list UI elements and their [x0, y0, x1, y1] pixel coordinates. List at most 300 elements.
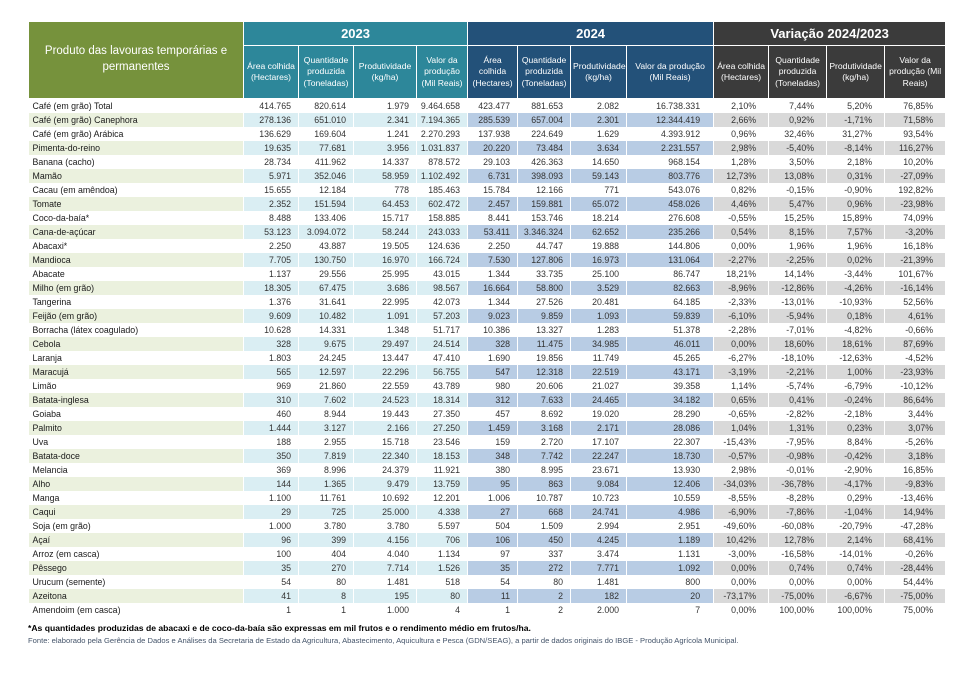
cell-2023-area: 144: [244, 477, 299, 491]
cell-2024-quantidade: 20.606: [518, 379, 571, 393]
cell-2024-produtividade: 19.888: [571, 239, 627, 253]
cell-2024-valor: 64.185: [627, 295, 714, 309]
cell-2023-area: 35: [244, 561, 299, 575]
cell-2023-produtividade: 24.523: [354, 393, 417, 407]
cell-2024-area: 1: [468, 603, 518, 617]
cell-2023-quantidade: 8: [299, 589, 354, 603]
cell-2023-valor: 27.250: [417, 421, 468, 435]
cell-var-quantidade: -2,21%: [769, 365, 827, 379]
cell-2023-valor: 1.102.492: [417, 169, 468, 183]
cell-2024-quantidade: 3.346.324: [518, 225, 571, 239]
cell-var-area: 4,46%: [714, 197, 769, 211]
cell-2023-area: 188: [244, 435, 299, 449]
cell-2024-valor: 800: [627, 575, 714, 589]
cell-var-produtividade: 15,89%: [827, 211, 885, 225]
cell-2024-produtividade: 22.247: [571, 449, 627, 463]
cell-2024-area: 106: [468, 533, 518, 547]
cell-2023-valor: 27.350: [417, 407, 468, 421]
cell-2024-quantidade: 127.806: [518, 253, 571, 267]
cell-2024-quantidade: 450: [518, 533, 571, 547]
cell-2023-produtividade: 3.686: [354, 281, 417, 295]
cell-2024-produtividade: 9.084: [571, 477, 627, 491]
cell-var-produtividade: 8,84%: [827, 435, 885, 449]
cell-2024-produtividade: 1.283: [571, 323, 627, 337]
cell-2024-area: 53.411: [468, 225, 518, 239]
cell-2024-area: 9.023: [468, 309, 518, 323]
cell-2024-valor: 34.182: [627, 393, 714, 407]
cell-var-valor: 101,67%: [885, 267, 946, 281]
cell-var-quantidade: 18,60%: [769, 337, 827, 351]
cell-2023-produtividade: 2.341: [354, 113, 417, 127]
cell-2024-quantidade: 12.318: [518, 365, 571, 379]
cell-2024-area: 2.250: [468, 239, 518, 253]
table-row: [29, 379, 946, 393]
cell-2024-area: 29.103: [468, 155, 518, 169]
cell-2023-area: 369: [244, 463, 299, 477]
table-row: [29, 183, 946, 197]
cell-2023-produtividade: 9.479: [354, 477, 417, 491]
cell-2023-quantidade: 1: [299, 603, 354, 617]
table-row: [29, 533, 946, 547]
cell-2023-quantidade: 3.127: [299, 421, 354, 435]
cell-var-produtividade: 7,57%: [827, 225, 885, 239]
product-name-cell: Caqui: [29, 505, 244, 519]
cell-2023-valor: 602.472: [417, 197, 468, 211]
cell-2023-quantidade: 77.681: [299, 141, 354, 155]
cell-2023-area: 278.136: [244, 113, 299, 127]
cell-var-valor: -75,00%: [885, 589, 946, 603]
cell-2024-valor: 22.307: [627, 435, 714, 449]
cell-var-area: -8,96%: [714, 281, 769, 295]
cell-2024-quantidade: 10.787: [518, 491, 571, 505]
cell-var-valor: -23,93%: [885, 365, 946, 379]
cell-2023-quantidade: 352.046: [299, 169, 354, 183]
cell-2023-quantidade: 31.641: [299, 295, 354, 309]
table-row: [29, 365, 946, 379]
cell-var-quantidade: -60,08%: [769, 519, 827, 533]
cell-2024-area: 312: [468, 393, 518, 407]
cell-var-area: -49,60%: [714, 519, 769, 533]
cell-var-valor: 52,56%: [885, 295, 946, 309]
cell-2024-valor: 45.265: [627, 351, 714, 365]
cell-var-area: -2,27%: [714, 253, 769, 267]
cell-var-quantidade: -0,98%: [769, 449, 827, 463]
subheader-var-produtividade: Produtividade (kg/ha): [827, 46, 885, 99]
cell-2024-valor: 18.730: [627, 449, 714, 463]
cell-2023-valor: 43.789: [417, 379, 468, 393]
cell-2024-quantidade: 27.526: [518, 295, 571, 309]
table-row: [29, 477, 946, 491]
cell-2023-area: 1.137: [244, 267, 299, 281]
cell-2023-area: 96: [244, 533, 299, 547]
cell-2024-produtividade: 62.652: [571, 225, 627, 239]
cell-2023-area: 1: [244, 603, 299, 617]
cell-var-area: 0,82%: [714, 183, 769, 197]
cell-2023-valor: 878.572: [417, 155, 468, 169]
cell-2024-produtividade: 11.749: [571, 351, 627, 365]
cell-2023-area: 29: [244, 505, 299, 519]
cell-var-valor: -5,26%: [885, 435, 946, 449]
subheader-2023-valor: Valor da produção (Mil Reais): [417, 46, 468, 99]
cell-var-area: -6,27%: [714, 351, 769, 365]
cell-2024-area: 97: [468, 547, 518, 561]
cell-var-produtividade: 0,23%: [827, 421, 885, 435]
table-row: [29, 127, 946, 141]
cell-2024-area: 15.784: [468, 183, 518, 197]
cell-var-quantidade: 12,78%: [769, 533, 827, 547]
cell-var-quantidade: -18,10%: [769, 351, 827, 365]
cell-2023-area: 136.629: [244, 127, 299, 141]
product-name-cell: Banana (cacho): [29, 155, 244, 169]
cell-var-valor: -9,83%: [885, 477, 946, 491]
cell-var-area: -34,03%: [714, 477, 769, 491]
table-row: [29, 589, 946, 603]
cell-var-area: -2,28%: [714, 323, 769, 337]
cell-2023-valor: 51.717: [417, 323, 468, 337]
cell-var-quantidade: 0,41%: [769, 393, 827, 407]
cell-2023-quantidade: 270: [299, 561, 354, 575]
cell-2024-valor: 46.011: [627, 337, 714, 351]
cell-var-area: 18,21%: [714, 267, 769, 281]
cell-2024-produtividade: 65.072: [571, 197, 627, 211]
cell-2024-valor: 59.839: [627, 309, 714, 323]
cell-var-valor: 76,85%: [885, 99, 946, 113]
product-name-cell: Pimenta-do-reino: [29, 141, 244, 155]
table-row: [29, 239, 946, 253]
cell-2023-produtividade: 778: [354, 183, 417, 197]
cell-2024-area: 137.938: [468, 127, 518, 141]
cell-var-quantidade: -5,94%: [769, 309, 827, 323]
cell-var-area: -0,55%: [714, 211, 769, 225]
cell-2024-quantidade: 73.484: [518, 141, 571, 155]
table-row: [29, 393, 946, 407]
cell-2023-produtividade: 1.979: [354, 99, 417, 113]
cell-2023-quantidade: 12.597: [299, 365, 354, 379]
cell-2024-area: 20.220: [468, 141, 518, 155]
cell-2024-valor: 28.086: [627, 421, 714, 435]
subheader-var-area: Área colhida (Hectares): [714, 46, 769, 99]
cell-2024-produtividade: 182: [571, 589, 627, 603]
cell-2023-quantidade: 9.675: [299, 337, 354, 351]
cell-2024-quantidade: 8.995: [518, 463, 571, 477]
cell-var-valor: 93,54%: [885, 127, 946, 141]
cell-2023-valor: 23.546: [417, 435, 468, 449]
cell-2024-valor: 12.344.419: [627, 113, 714, 127]
product-name-cell: Açaí: [29, 533, 244, 547]
table-row: [29, 421, 946, 435]
cell-var-valor: 10,20%: [885, 155, 946, 169]
cell-2023-area: 54: [244, 575, 299, 589]
table-row: [29, 323, 946, 337]
cell-var-area: -2,33%: [714, 295, 769, 309]
group-header-2023: 2023: [244, 22, 468, 46]
cell-2024-quantidade: 13.327: [518, 323, 571, 337]
cell-2023-area: 7.705: [244, 253, 299, 267]
cell-2023-quantidade: 404: [299, 547, 354, 561]
cell-var-quantidade: 3,50%: [769, 155, 827, 169]
cell-2024-valor: 235.266: [627, 225, 714, 239]
cell-var-valor: -4,52%: [885, 351, 946, 365]
cell-2024-valor: 82.663: [627, 281, 714, 295]
cell-2023-produtividade: 22.296: [354, 365, 417, 379]
cell-2023-produtividade: 25.000: [354, 505, 417, 519]
product-name-cell: Cana-de-açúcar: [29, 225, 244, 239]
cell-2024-quantidade: 224.649: [518, 127, 571, 141]
product-name-cell: Maracujá: [29, 365, 244, 379]
cell-2024-quantidade: 2: [518, 589, 571, 603]
cell-var-produtividade: 0,00%: [827, 575, 885, 589]
product-name-cell: Azeitona: [29, 589, 244, 603]
cell-var-quantidade: 5,47%: [769, 197, 827, 211]
cell-2024-quantidade: 44.747: [518, 239, 571, 253]
table-row: [29, 197, 946, 211]
cell-var-quantidade: -75,00%: [769, 589, 827, 603]
cell-2023-produtividade: 29.497: [354, 337, 417, 351]
subheader-var-valor: Valor da produção (Mil Reais): [885, 46, 946, 99]
cell-2023-area: 9.609: [244, 309, 299, 323]
cell-var-quantidade: -2,82%: [769, 407, 827, 421]
cell-var-valor: 14,94%: [885, 505, 946, 519]
cell-2024-produtividade: 17.107: [571, 435, 627, 449]
cell-var-area: -0,57%: [714, 449, 769, 463]
cell-var-produtividade: 18,61%: [827, 337, 885, 351]
product-name-cell: Goiaba: [29, 407, 244, 421]
cell-2023-valor: 12.201: [417, 491, 468, 505]
cell-2024-valor: 13.930: [627, 463, 714, 477]
cell-2024-produtividade: 1.629: [571, 127, 627, 141]
cell-var-area: 2,10%: [714, 99, 769, 113]
product-name-cell: Batata-inglesa: [29, 393, 244, 407]
subheader-2024-valor: Valor da produção (Mil Reais): [627, 46, 714, 99]
cell-var-quantidade: 14,14%: [769, 267, 827, 281]
cell-2023-produtividade: 22.559: [354, 379, 417, 393]
cell-var-produtividade: -0,90%: [827, 183, 885, 197]
table-row: [29, 141, 946, 155]
product-name-cell: Amendoim (em casca): [29, 603, 244, 617]
cell-2024-produtividade: 24.741: [571, 505, 627, 519]
product-name-cell: Café (em grão) Total: [29, 99, 244, 113]
cell-2023-produtividade: 19.505: [354, 239, 417, 253]
subheader-2023-area: Área colhida (Hectares): [244, 46, 299, 99]
group-header-variacao: Variação 2024/2023: [714, 22, 946, 46]
cell-2023-produtividade: 1.481: [354, 575, 417, 589]
cell-2024-valor: 1.131: [627, 547, 714, 561]
cell-var-valor: -0,66%: [885, 323, 946, 337]
cell-2023-valor: 56.755: [417, 365, 468, 379]
cell-2023-area: 10.628: [244, 323, 299, 337]
product-name-cell: Batata-doce: [29, 449, 244, 463]
cell-2023-quantidade: 80: [299, 575, 354, 589]
subheader-2024-area: Área colhida (Hectares): [468, 46, 518, 99]
cell-var-quantidade: 0,92%: [769, 113, 827, 127]
cell-2023-valor: 1.526: [417, 561, 468, 575]
cell-2024-quantidade: 2.720: [518, 435, 571, 449]
cell-2023-area: 100: [244, 547, 299, 561]
cell-2023-produtividade: 15.717: [354, 211, 417, 225]
cell-2024-produtividade: 14.650: [571, 155, 627, 169]
table-body: [29, 99, 946, 617]
cell-2023-area: 328: [244, 337, 299, 351]
cell-var-valor: -28,44%: [885, 561, 946, 575]
cell-var-quantidade: 0,00%: [769, 575, 827, 589]
cell-2023-produtividade: 195: [354, 589, 417, 603]
cell-2023-valor: 7.194.365: [417, 113, 468, 127]
production-table: [28, 21, 946, 617]
cell-2023-produtividade: 3.780: [354, 519, 417, 533]
subheader-2024-produtividade: Produtividade (kg/ha): [571, 46, 627, 99]
table-row: [29, 309, 946, 323]
cell-2024-quantidade: 398.093: [518, 169, 571, 183]
cell-2024-area: 1.344: [468, 267, 518, 281]
cell-2024-produtividade: 3.474: [571, 547, 627, 561]
cell-var-quantidade: 1,31%: [769, 421, 827, 435]
table-row: [29, 407, 946, 421]
cell-2023-valor: 57.203: [417, 309, 468, 323]
cell-2024-produtividade: 20.481: [571, 295, 627, 309]
product-name-cell: Café (em grão) Canephora: [29, 113, 244, 127]
cell-var-valor: -10,12%: [885, 379, 946, 393]
cell-2024-area: 159: [468, 435, 518, 449]
cell-2024-valor: 4.393.912: [627, 127, 714, 141]
cell-2024-valor: 803.776: [627, 169, 714, 183]
cell-2023-produtividade: 24.379: [354, 463, 417, 477]
cell-var-produtividade: -0,24%: [827, 393, 885, 407]
cell-2023-area: 350: [244, 449, 299, 463]
cell-var-area: 1,14%: [714, 379, 769, 393]
cell-var-valor: 74,09%: [885, 211, 946, 225]
product-name-cell: Milho (em grão): [29, 281, 244, 295]
cell-2023-produtividade: 3.956: [354, 141, 417, 155]
cell-2024-valor: 2.951: [627, 519, 714, 533]
cell-2023-quantidade: 820.614: [299, 99, 354, 113]
cell-var-area: 0,00%: [714, 561, 769, 575]
cell-2023-area: 1.444: [244, 421, 299, 435]
cell-2023-produtividade: 64.453: [354, 197, 417, 211]
product-name-cell: Melancia: [29, 463, 244, 477]
footnote-source: Fonte: elaborado pela Gerência de Dados e Análises da Secretaria de Estado da Agricultura, Abastecimento, Aquicultura e Pesca (GDN/SEAG), a partir de dados originais do IBGE - Produção Agrícola Municipal.: [28, 635, 739, 645]
cell-2024-quantidade: 11.475: [518, 337, 571, 351]
cell-2024-quantidade: 9.859: [518, 309, 571, 323]
cell-var-produtividade: 0,74%: [827, 561, 885, 575]
cell-2023-quantidade: 133.406: [299, 211, 354, 225]
subheader-2024-quantidade: Quantidade produzida (Toneladas): [518, 46, 571, 99]
cell-2023-valor: 80: [417, 589, 468, 603]
cell-2024-quantidade: 12.166: [518, 183, 571, 197]
cell-var-produtividade: -2,90%: [827, 463, 885, 477]
table-row: [29, 435, 946, 449]
cell-2024-area: 980: [468, 379, 518, 393]
cell-2024-valor: 2.231.557: [627, 141, 714, 155]
cell-var-area: 1,28%: [714, 155, 769, 169]
product-name-cell: Cebola: [29, 337, 244, 351]
product-name-cell: Mandioca: [29, 253, 244, 267]
cell-var-produtividade: -20,79%: [827, 519, 885, 533]
cell-2024-produtividade: 771: [571, 183, 627, 197]
table-row: [29, 603, 946, 617]
cell-2023-valor: 518: [417, 575, 468, 589]
cell-var-produtividade: -4,17%: [827, 477, 885, 491]
cell-2023-produtividade: 1.091: [354, 309, 417, 323]
cell-var-valor: -27,09%: [885, 169, 946, 183]
cell-2024-valor: 28.290: [627, 407, 714, 421]
cell-2023-valor: 43.015: [417, 267, 468, 281]
cell-2024-area: 95: [468, 477, 518, 491]
cell-2024-area: 457: [468, 407, 518, 421]
cell-2024-quantidade: 668: [518, 505, 571, 519]
product-name-cell: Limão: [29, 379, 244, 393]
cell-2024-quantidade: 7.742: [518, 449, 571, 463]
cell-2023-produtividade: 13.447: [354, 351, 417, 365]
cell-2024-produtividade: 23.671: [571, 463, 627, 477]
cell-2023-area: 15.655: [244, 183, 299, 197]
cell-var-valor: -23,98%: [885, 197, 946, 211]
cell-var-valor: 3,07%: [885, 421, 946, 435]
cell-2024-valor: 39.358: [627, 379, 714, 393]
cell-2024-quantidade: 657.004: [518, 113, 571, 127]
cell-2023-area: 969: [244, 379, 299, 393]
cell-2023-quantidade: 651.010: [299, 113, 354, 127]
product-name-cell: Arroz (em casca): [29, 547, 244, 561]
cell-2023-produtividade: 15.718: [354, 435, 417, 449]
table-header: [29, 22, 946, 99]
cell-var-valor: 192,82%: [885, 183, 946, 197]
table-row: [29, 547, 946, 561]
cell-var-area: 0,00%: [714, 337, 769, 351]
cell-2024-area: 54: [468, 575, 518, 589]
cell-2024-quantidade: 58.800: [518, 281, 571, 295]
report-container: [28, 21, 945, 645]
cell-2024-area: 547: [468, 365, 518, 379]
cell-var-quantidade: -7,01%: [769, 323, 827, 337]
cell-var-valor: 16,18%: [885, 239, 946, 253]
cell-2024-area: 11: [468, 589, 518, 603]
cell-2023-quantidade: 399: [299, 533, 354, 547]
cell-2024-area: 35: [468, 561, 518, 575]
cell-2024-quantidade: 80: [518, 575, 571, 589]
cell-var-produtividade: -2,18%: [827, 407, 885, 421]
cell-2023-quantidade: 43.887: [299, 239, 354, 253]
cell-2023-area: 565: [244, 365, 299, 379]
cell-2023-produtividade: 16.970: [354, 253, 417, 267]
cell-var-area: 1,04%: [714, 421, 769, 435]
cell-var-produtividade: -4,82%: [827, 323, 885, 337]
cell-2024-valor: 7: [627, 603, 714, 617]
cell-var-valor: 86,64%: [885, 393, 946, 407]
cell-2023-quantidade: 3.094.072: [299, 225, 354, 239]
cell-var-valor: 75,00%: [885, 603, 946, 617]
cell-var-area: 0,00%: [714, 603, 769, 617]
cell-2024-quantidade: 7.633: [518, 393, 571, 407]
table-row: [29, 225, 946, 239]
cell-var-area: -6,90%: [714, 505, 769, 519]
cell-var-produtividade: 31,27%: [827, 127, 885, 141]
cell-var-quantidade: 15,25%: [769, 211, 827, 225]
cell-2023-area: 1.376: [244, 295, 299, 309]
cell-2024-area: 16.664: [468, 281, 518, 295]
cell-2024-area: 8.441: [468, 211, 518, 225]
table-row: [29, 267, 946, 281]
cell-2024-produtividade: 22.519: [571, 365, 627, 379]
cell-2024-area: 348: [468, 449, 518, 463]
table-row: [29, 295, 946, 309]
cell-var-quantidade: 7,44%: [769, 99, 827, 113]
table-row: [29, 113, 946, 127]
product-name-cell: Feijão (em grão): [29, 309, 244, 323]
cell-2023-valor: 5.597: [417, 519, 468, 533]
product-name-cell: Uva: [29, 435, 244, 449]
cell-var-quantidade: 13,08%: [769, 169, 827, 183]
cell-var-produtividade: -14,01%: [827, 547, 885, 561]
